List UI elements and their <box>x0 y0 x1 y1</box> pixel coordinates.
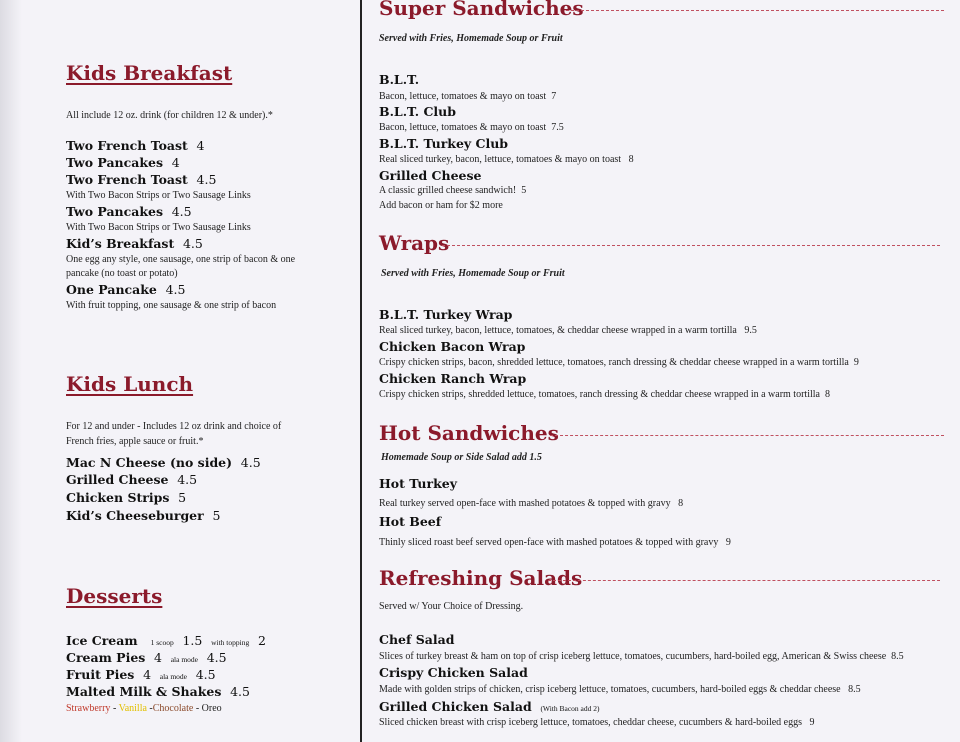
menu-item <box>66 684 250 699</box>
item-price: 8 <box>628 154 634 165</box>
item-price: 4.5 <box>171 204 192 219</box>
super-sandwiches-heading: Super Sandwiches <box>379 0 584 20</box>
flavor-vanilla: Vanilla <box>118 703 147 714</box>
item-option: ala mode <box>170 655 198 664</box>
item-description <box>379 717 815 728</box>
item-description: With Two Bacon Strips or Two Sausage Links <box>66 222 251 233</box>
menu-item: Chef Salad <box>379 632 455 647</box>
column-divider <box>360 0 362 742</box>
desc-text: Bacon, lettuce, tomatoes & mayo on toast <box>379 122 547 133</box>
kids-lunch-note: For 12 and under - Includes 12 oz drink and choice of <box>66 421 282 432</box>
salads-note: Served w/ Your Choice of Dressing. <box>379 601 524 612</box>
desc-text: Crispy chicken strips, bacon, shredded lettuce, tomatoes, ranch dressing & cheddar cheese wrapped in a warm tortilla <box>379 357 849 368</box>
item-description <box>379 684 861 695</box>
menu-item <box>66 455 261 470</box>
item-name: Kid’s Cheeseburger <box>66 508 204 523</box>
item-price: 4 <box>171 155 180 170</box>
desc-text: Crispy chicken strips, shredded lettuce, tomatoes, ranch dressing & cheddar cheese wrapped in a warm tortilla <box>379 389 820 400</box>
super-sandwiches-note: Served with Fries, Homemade Soup or Fruit <box>379 33 563 44</box>
item-name: Two Pancakes <box>66 155 163 170</box>
item-price: 7 <box>551 91 557 102</box>
item-option: with topping <box>211 638 250 647</box>
menu-item: Hot Turkey <box>379 476 457 491</box>
item-name: Cream Pies <box>66 650 146 665</box>
menu-item <box>66 490 186 505</box>
menu-item: Crispy Chicken Salad <box>379 665 528 680</box>
item-price: 8.5 <box>891 651 904 662</box>
menu-item: B.L.T. Turkey Wrap <box>379 307 513 322</box>
section-rule <box>442 245 940 246</box>
item-name: Two Pancakes <box>66 204 163 219</box>
item-price: 4 <box>143 667 152 682</box>
item-description <box>379 389 830 400</box>
page-edge-shadow <box>0 0 22 742</box>
desserts-heading: Desserts <box>66 584 163 608</box>
menu-item <box>66 204 192 219</box>
desc-text: Bacon, lettuce, tomatoes & mayo on toast <box>379 91 547 102</box>
item-description: With fruit topping, one sausage & one strip of bacon <box>66 300 277 311</box>
item-name: Mac N Cheese (no side) <box>66 455 233 470</box>
item-price: 9 <box>809 717 815 728</box>
item-name: One Pancake <box>66 282 157 297</box>
item-description <box>379 498 683 509</box>
item-price: 5 <box>178 490 187 505</box>
item-description <box>379 651 904 662</box>
wraps-heading: Wraps <box>379 231 450 255</box>
section-rule <box>566 10 944 11</box>
item-price: 1.5 <box>182 633 203 648</box>
wraps-note: Served with Fries, Homemade Soup or Fruit <box>381 268 565 279</box>
item-price: 5 <box>212 508 221 523</box>
item-description <box>379 537 731 548</box>
kids-breakfast-note: All include 12 oz. drink (for children 12 & under).* <box>66 110 273 121</box>
desc-text: Made with golden strips of chicken, crisp iceberg lettuce, tomatoes, cucumbers, hard-boiled eggs & cheddar cheese <box>379 684 841 695</box>
menu-item <box>66 236 203 251</box>
menu-item <box>66 138 205 153</box>
menu-item <box>66 667 216 682</box>
item-description-cont: pancake (no toast or potato) <box>66 268 178 279</box>
item-price: 8.5 <box>848 684 861 695</box>
item-description <box>379 185 526 196</box>
item-name: Ice Cream <box>66 633 138 648</box>
item-price: 4 <box>196 138 205 153</box>
item-description <box>379 357 859 368</box>
kids-lunch-note-cont: French fries, apple sauce or fruit.* <box>66 436 204 447</box>
desc-text: A classic grilled cheese sandwich! <box>379 185 517 196</box>
menu-item <box>66 472 197 487</box>
item-description: With Two Bacon Strips or Two Sausage Links <box>66 190 251 201</box>
item-price: 8 <box>678 498 684 509</box>
item-name: Kid’s Breakfast <box>66 236 175 251</box>
item-price: 4.5 <box>165 282 186 297</box>
item-price: 4.5 <box>230 684 250 699</box>
item-price: 4.5 <box>240 455 261 470</box>
item-price: 4.5 <box>182 236 203 251</box>
desc-text: Real turkey served open-face with mashed potatoes & topped with gravy <box>379 498 671 509</box>
hot-sandwiches-note: Homemade Soup or Side Salad add 1.5 <box>381 452 542 463</box>
item-price: 5 <box>521 185 527 196</box>
flavor-chocolate: Chocolate <box>152 703 194 714</box>
menu-item: Hot Beef <box>379 514 442 529</box>
item-option: (With Bacon add 2) <box>540 704 600 713</box>
item-name: Grilled Cheese <box>66 472 169 487</box>
item-price: 9 <box>853 357 859 368</box>
flavor-separator: - <box>146 703 153 714</box>
item-name: Chicken Strips <box>66 490 170 505</box>
item-name: Grilled Chicken Salad <box>379 699 532 714</box>
flavor-separator: - <box>110 703 119 714</box>
item-price: 4.5 <box>195 667 216 682</box>
section-rule <box>548 580 940 581</box>
desc-text: Sliced chicken breast with crisp iceberg lettuce, tomatoes, cheddar cheese, cucumbers & hard-boiled eggs <box>379 717 802 728</box>
desc-text: Slices of turkey breast & ham on top of crisp iceberg lettuce, tomatoes, cucumbers, hard-boiled egg, American & Swiss cheese <box>379 651 887 662</box>
menu-item <box>66 282 185 297</box>
item-price: 2 <box>257 633 266 648</box>
item-price: 4.5 <box>206 650 227 665</box>
desc-text: Thinly sliced roast beef served open-face with mashed potatoes & topped with gravy <box>379 537 719 548</box>
item-description <box>379 325 757 336</box>
menu-item: B.L.T. Club <box>379 104 456 119</box>
item-description <box>379 122 564 133</box>
item-name: Two French Toast <box>66 172 188 187</box>
flavor-separator: - <box>193 703 202 714</box>
item-name: Two French Toast <box>66 138 188 153</box>
kids-breakfast-heading: Kids Breakfast <box>66 61 233 85</box>
menu-item: Grilled Cheese <box>379 168 482 183</box>
menu-item <box>66 155 180 170</box>
item-description-extra: Add bacon or ham for $2 more <box>379 200 503 211</box>
menu-item <box>66 650 227 665</box>
item-name: Fruit Pies <box>66 667 135 682</box>
item-option: 1 scoop <box>150 638 174 647</box>
kids-lunch-heading: Kids Lunch <box>66 372 194 396</box>
flavor-oreo: Oreo <box>201 703 222 714</box>
menu-item <box>66 508 220 523</box>
salads-heading: Refreshing Salads <box>379 566 583 590</box>
menu-item: Chicken Bacon Wrap <box>379 339 526 354</box>
menu-item <box>66 172 216 187</box>
item-description <box>379 91 556 102</box>
item-price: 8 <box>824 389 830 400</box>
menu-item <box>66 633 266 648</box>
item-name: Malted Milk & Shakes <box>66 684 222 699</box>
desc-text: Real sliced turkey, bacon, lettuce, tomatoes, & cheddar cheese wrapped in a warm tortilla <box>379 325 737 336</box>
hot-sandwiches-heading: Hot Sandwiches <box>379 421 559 445</box>
menu-item: B.L.T. <box>379 72 420 87</box>
menu-item: Chicken Ranch Wrap <box>379 371 527 386</box>
menu-item <box>379 699 600 714</box>
item-price: 9 <box>725 537 731 548</box>
item-price: 7.5 <box>551 122 564 133</box>
item-price: 4.5 <box>196 172 217 187</box>
section-rule <box>550 435 944 436</box>
item-option: ala mode <box>159 672 188 681</box>
item-description <box>379 154 634 165</box>
desc-text: Real sliced turkey, bacon, lettuce, tomatoes & mayo on toast <box>379 154 622 165</box>
item-price: 4.5 <box>177 472 198 487</box>
shake-flavors <box>66 703 222 714</box>
menu-item: B.L.T. Turkey Club <box>379 136 509 151</box>
item-price: 9.5 <box>744 325 757 336</box>
flavor-strawberry: Strawberry <box>66 703 111 714</box>
item-description: One egg any style, one sausage, one strip of bacon & one <box>66 254 296 265</box>
item-price: 4 <box>154 650 162 665</box>
